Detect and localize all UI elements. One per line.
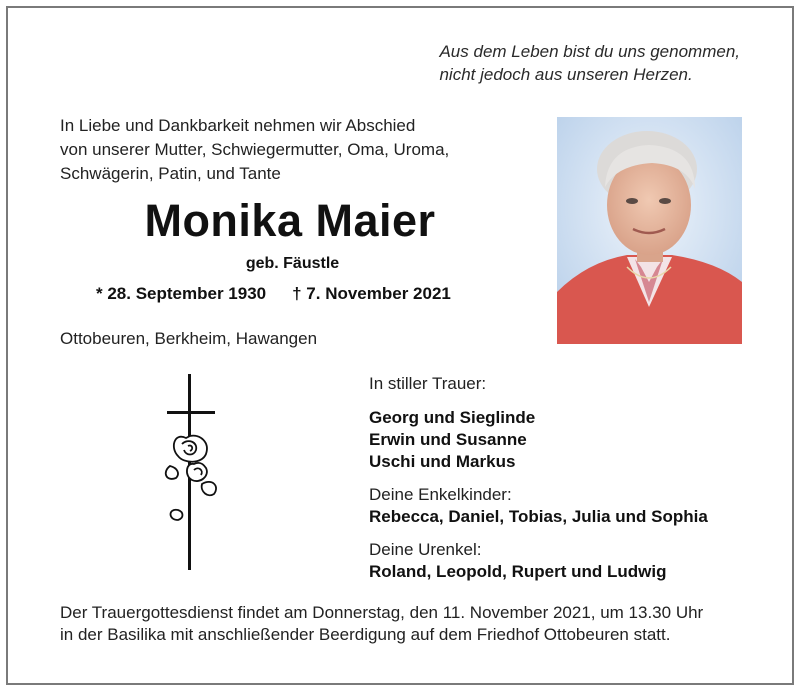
intro-line-2: von unserer Mutter, Schwiegermutter, Oma, Uroma, xyxy=(60,140,450,159)
service-line-2: in der Basilika mit anschließender Beerdigung auf dem Friedhof Ottobeuren statt. xyxy=(60,625,671,644)
children-couple: Erwin und Susanne xyxy=(369,430,527,449)
intro-line-3: Schwägerin, Patin, und Tante xyxy=(60,164,281,183)
intro-text xyxy=(60,114,449,186)
great-grandchildren-names: Roland, Leopold, Rupert und Ludwig xyxy=(369,562,667,581)
portrait-photo xyxy=(557,117,742,344)
birth-date: * 28. September 1930 xyxy=(96,284,267,303)
deceased-name: Monika Maier xyxy=(144,195,436,246)
mourning-heading: In stiller Trauer: xyxy=(369,374,487,393)
motto-quote xyxy=(439,40,740,86)
portrait-illustration xyxy=(557,117,742,344)
death-date: † 7. November 2021 xyxy=(292,284,451,303)
children-couple: Uschi und Markus xyxy=(369,452,516,471)
intro-line-1: In Liebe und Dankbarkeit nehmen wir Abschied xyxy=(60,116,416,135)
places-of-residence: Ottobeuren, Berkheim, Hawangen xyxy=(60,329,318,348)
great-grandchildren-label: Deine Urenkel: xyxy=(369,540,482,559)
life-dates xyxy=(96,284,451,304)
grandchildren-label: Deine Enkelkinder: xyxy=(369,485,512,504)
motto-line-2: nicht jedoch aus unseren Herzen. xyxy=(439,65,693,84)
grandchildren-names: Rebecca, Daniel, Tobias, Julia und Sophia xyxy=(369,507,708,526)
maiden-name: geb. Fäustle xyxy=(245,255,340,272)
mourners-list xyxy=(369,373,708,583)
service-line-1: Der Trauergottesdienst findet am Donnerstag, den 11. November 2021, um 13.30 Uhr xyxy=(60,603,704,622)
children-couple: Georg und Sieglinde xyxy=(369,408,536,427)
motto-line-1: Aus dem Leben bist du uns genommen, xyxy=(439,42,740,61)
cross-with-rose-icon xyxy=(150,372,240,572)
service-announcement xyxy=(60,602,703,646)
